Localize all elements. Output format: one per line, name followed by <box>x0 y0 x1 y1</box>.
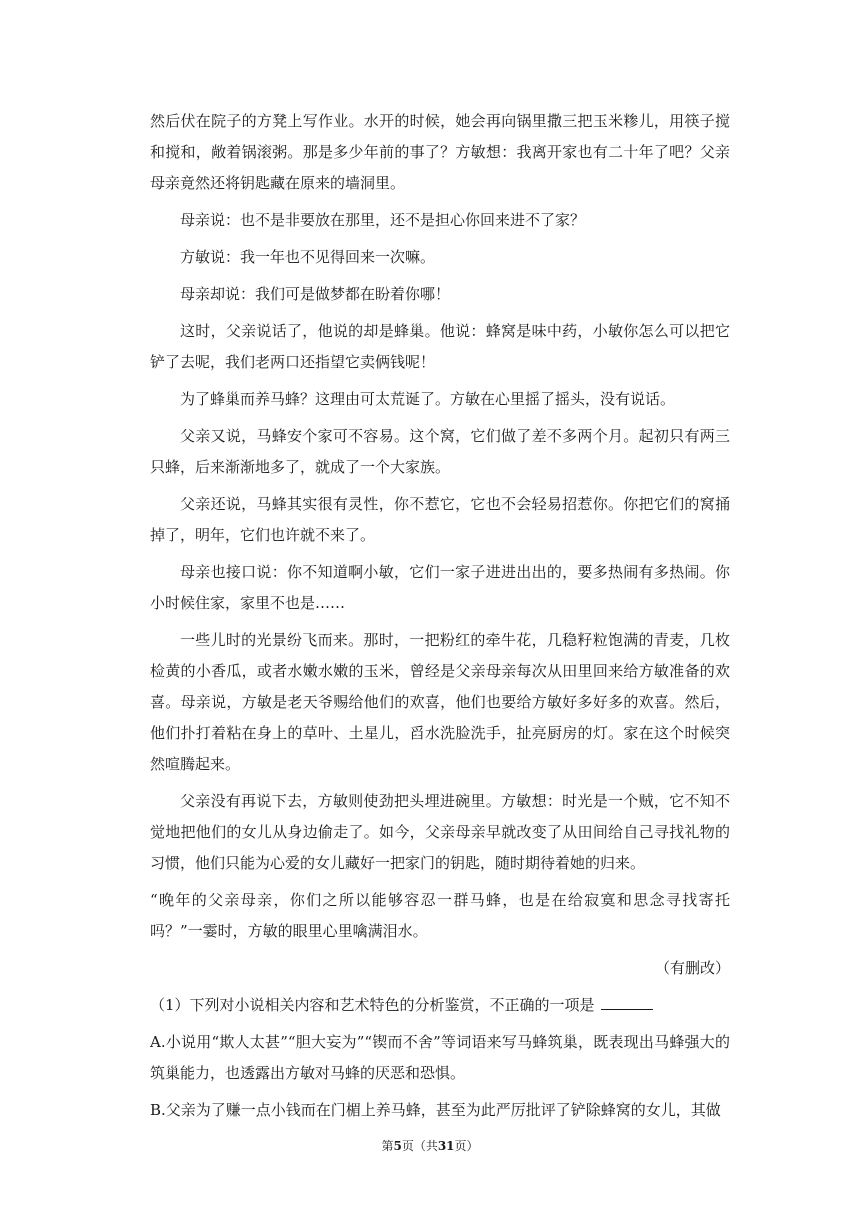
option-a: A.小说用“欺人太甚”“胆大妄为”“锲而不舍”等词语来写马蜂筑巢，既表现出马蜂强大的筑巢能力，也透露出方敏对马蜂的厌恶和恐惧。 <box>150 1033 730 1082</box>
passage-paragraph: 一些儿时的光景纷飞而来。那时，一把粉红的牵牛花，几稳籽粒饱满的青麦，几枚检黄的小香瓜，或者水嫩水嫩的玉米，曾经是父亲母亲每次从田里回来给方敏准备的欢喜。母亲说，方敏是老天爷赐给他们的欢喜，他们也要给方敏好多好多的欢喜。然后，他们扑打着粘在身上的草叶、土星儿，舀水洗脸洗手，扯亮厨房的灯。家在这个时候突然喧腾起来。 <box>150 631 730 773</box>
question-stem <box>150 990 730 1021</box>
passage-paragraph: 父亲没有再说下去，方敏则使劲把头埋进碗里。方敏想：时光是一个贼，它不知不觉地把他们的女儿从身边偷走了。如今，父亲母亲早就改变了从田间给自己寻找礼物的习惯，他们只能为心爱的女儿藏好一把家门的钥匙，随时期待着她的归来。 <box>150 792 730 872</box>
passage-paragraph: 然后伏在院子的方凳上写作业。水开的时候，她会再向锅里撒三把玉米糁儿，用筷子搅和搅和，敞着锅滚粥。那是多少年前的事了？方敏想：我离开家也有二十年了吧？父亲母亲竟然还将钥匙藏在原来的墙洞里。 <box>150 112 730 192</box>
footer-prefix: 第 <box>381 1139 394 1153</box>
passage-paragraph: 父亲还说，马蜂其实很有灵性，你不惹它，它也不会轻易招惹你。你把它们的窝捅掉了，明年，它们也许就不来了。 <box>150 495 730 544</box>
option-b: B.父亲为了赚一点小钱而在门楣上养马蜂，甚至为此严厉批评了铲除蜂窝的女儿，其做 <box>150 1101 721 1119</box>
passage-paragraph: 为了蜂巢而养马蜂？这理由可太荒诞了。方敏在心里摇了摇头，没有说话。 <box>180 390 676 408</box>
footer-suffix: 页） <box>454 1139 479 1153</box>
footer-total-pages: 31 <box>437 1139 455 1153</box>
passage-paragraph: 母亲也接口说：你不知道啊小敏，它们一家子进进出出的，要多热闹有多热闹。你小时候住家，家里不也是…… <box>150 563 730 612</box>
source-note: （有删改） <box>654 959 730 977</box>
passage-paragraph: 方敏说：我一年也不见得回来一次嘛。 <box>180 248 436 266</box>
passage-paragraph: 母亲却说：我们可是做梦都在盼着你哪！ <box>180 285 451 303</box>
passage-paragraph: 这时，父亲说话了，他说的却是蜂巢。他说：蜂窝是味中药，小敏你怎么可以把它铲了去呢，我们老两口还指望它卖俩钱呢！ <box>150 322 730 371</box>
footer-middle: 页（共 <box>401 1139 438 1153</box>
passage-paragraph: 父亲又说，马蜂安个家可不容易。这个窝，它们做了差不多两个月。起初只有两三只蜂，后来渐渐地多了，就成了一个大家族。 <box>150 427 730 476</box>
footer-page-number: 5 <box>393 1139 402 1153</box>
passage <box>150 106 730 947</box>
passage-paragraph: 母亲说：也不是非要放在那里，还不是担心你回来进不了家？ <box>180 211 586 229</box>
answer-blank <box>601 993 653 1010</box>
page-footer <box>0 1138 860 1154</box>
document-body <box>150 106 730 1132</box>
question-stem-text: （1）下列对小说相关内容和艺术特色的分析鉴赏，不正确的一项是 <box>150 996 595 1014</box>
passage-paragraph: “晚年的父亲母亲，你们之所以能够容忍一群马蜂，也是在给寂寞和思念寻找寄托吗？”一霎时，方敏的眼里心里噙满泪水。 <box>150 891 730 940</box>
